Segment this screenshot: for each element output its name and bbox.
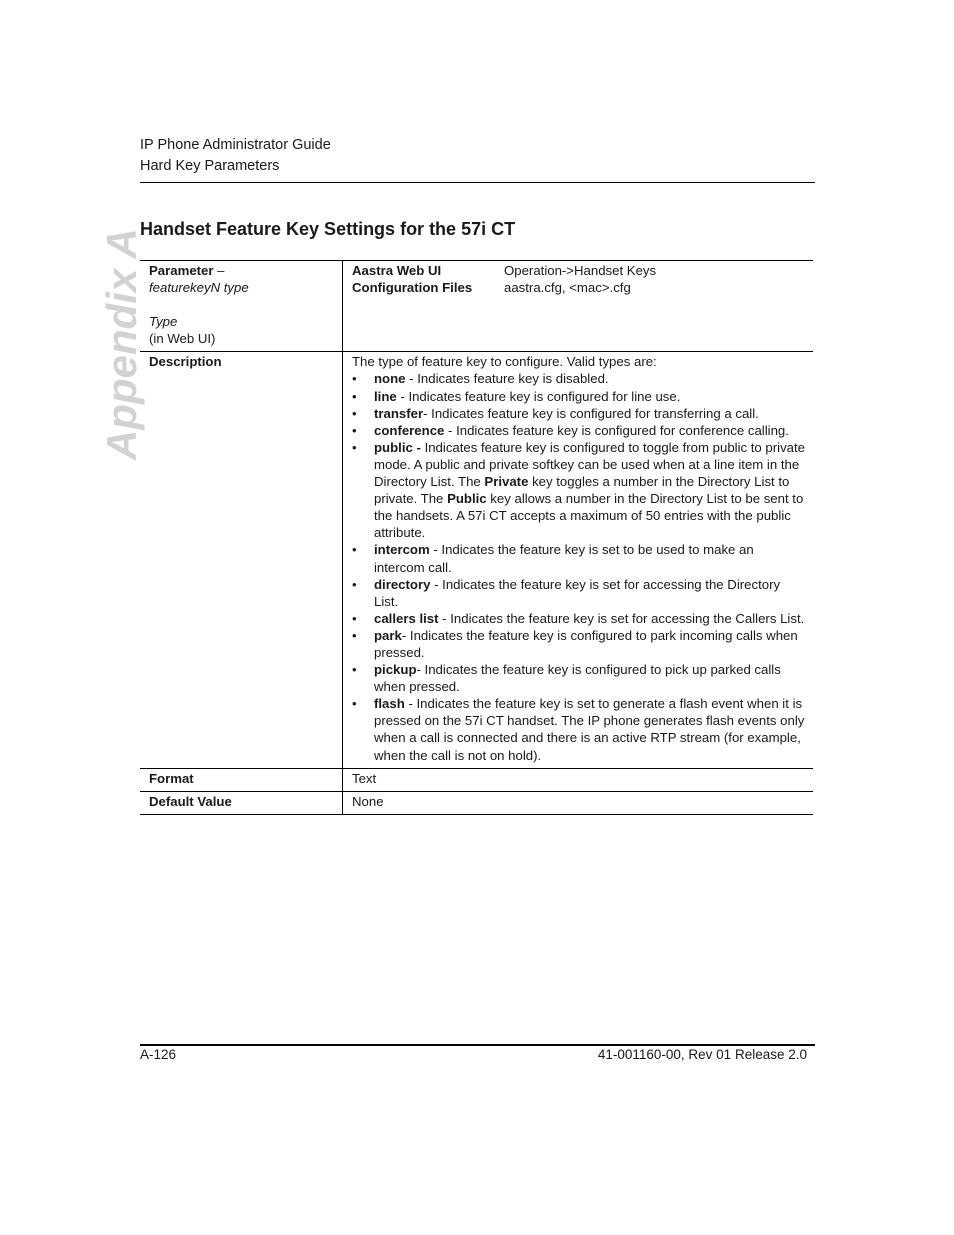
type-name: park (374, 627, 402, 643)
list-item (352, 627, 805, 661)
default-value-row (140, 791, 813, 814)
type-name: line (374, 388, 397, 404)
type-text: - Indicates the feature key is set for accessing the Directory List. (374, 576, 781, 609)
list-item (352, 370, 805, 387)
default-value: None (343, 791, 814, 814)
webui-note: (in Web UI) (149, 331, 216, 347)
appendix-side-tab: Appendix A (98, 228, 145, 460)
list-item (352, 439, 805, 542)
type-text: - Indicates the feature key is set for accessing the Callers List. (438, 610, 805, 626)
config-locations (352, 262, 805, 296)
description-label: Description (140, 352, 343, 768)
config-files-label: Configuration Files (352, 280, 473, 296)
feature-type-list (352, 370, 805, 763)
list-item (352, 405, 805, 422)
type-text: - Indicates feature key is configured for transferring a call. (423, 405, 759, 421)
aastra-web-ui-path: Operation->Handset Keys (504, 263, 657, 278)
guide-title: IP Phone Administrator Guide (140, 137, 331, 153)
list-item (352, 610, 805, 627)
config-files-value: aastra.cfg, <mac>.cfg (504, 280, 631, 296)
list-item (352, 541, 805, 575)
type-text: - Indicates the feature key is set to be used to make an intercom call. (374, 542, 754, 575)
list-item (352, 388, 805, 405)
webui-parameter-name: Type (149, 314, 178, 330)
parameter-label-cell (140, 261, 343, 352)
key-name-private: Private (484, 474, 529, 490)
type-text: - Indicates feature key is disabled. (405, 371, 609, 387)
parameter-table (140, 260, 813, 815)
list-item (352, 695, 805, 763)
type-name: pickup (374, 662, 417, 678)
type-text: - Indicates feature key is configured for line use. (396, 388, 681, 404)
type-text: - Indicates the feature key is configured to pick up parked calls when pressed. (374, 662, 781, 695)
parameter-heading (149, 262, 334, 279)
spacer (149, 296, 334, 313)
list-item (352, 576, 805, 610)
document-id: 41-001160-00, Rev 01 Release 2.0 (597, 1047, 807, 1062)
config-parameter-name: featurekeyN type (149, 280, 249, 296)
parameter-row (140, 261, 813, 352)
type-name: directory (374, 576, 431, 592)
type-name: none (374, 371, 406, 387)
section-title: Handset Feature Key Settings for the 57i CT (140, 219, 516, 239)
type-text: key toggles a number in the Directory List to private. The (374, 474, 790, 507)
type-text: - Indicates the feature key is set to generate a flash event when it is pressed on the 57i CT handset. The IP phone generates flash events only when a call is connected and there is an active RTP stream (for example, when the call is not on hold). (374, 696, 805, 763)
type-text: key allows a number in the Directory List to be sent to the handsets. A 57i CT accepts a maximum of 50 entries with the public attribute. (374, 491, 804, 541)
format-value: Text (343, 768, 814, 791)
key-name-public: Public (447, 491, 487, 507)
header-divider (140, 182, 815, 183)
type-name: flash (374, 696, 405, 712)
parameter-dash: – (213, 263, 225, 278)
format-row (140, 768, 813, 791)
list-item (352, 422, 805, 439)
chapter-title: Hard Key Parameters (140, 158, 280, 174)
aastra-web-ui-label: Aastra Web UI (352, 263, 442, 278)
default-value-label: Default Value (140, 791, 343, 814)
type-name: transfer (374, 405, 424, 421)
type-text: Indicates feature key is configured to toggle from public to private mode. A public and private softkey can be used when at a line item in the Directory List. The (374, 439, 806, 490)
footer-divider (140, 1044, 815, 1046)
description-cell (343, 352, 814, 768)
list-item (352, 661, 805, 695)
running-header (140, 135, 331, 177)
page-number: A-126 (140, 1047, 177, 1062)
parameter-location-cell (343, 261, 814, 352)
type-name: conference (374, 422, 445, 438)
description-intro: The type of feature key to configure. Valid types are: (352, 354, 657, 370)
format-label: Format (140, 768, 343, 791)
type-text: - Indicates the feature key is configured to park incoming calls when pressed. (374, 627, 798, 660)
type-name: callers list (374, 610, 439, 626)
type-text: - Indicates feature key is configured for conference calling. (444, 422, 789, 438)
type-name: public - (374, 439, 425, 455)
description-row (140, 352, 813, 768)
type-name: intercom (374, 542, 430, 558)
parameter-label: Parameter (149, 263, 214, 278)
